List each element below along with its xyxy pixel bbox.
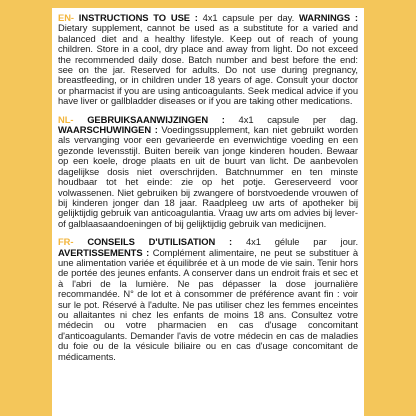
instructions-text-nl: 4x1 capsule per dag. [224, 113, 358, 125]
instructions-heading-nl: GEBRUIKSAANWIJZINGEN : [87, 113, 225, 125]
section-english [58, 13, 358, 107]
warnings-heading-nl: WAARSCHUWINGEN : [58, 124, 158, 136]
instructions-text-fr: 4x1 gélule par jour. [232, 236, 359, 248]
language-tag-fr: FR- [58, 236, 74, 248]
language-tag-en: EN- [58, 12, 74, 23]
instructions-heading-en: INSTRUCTIONS TO USE : [78, 12, 198, 23]
warnings-heading-fr: AVERTISSEMENTS : [58, 246, 150, 258]
instructions-text-en: 4x1 capsule per day. [197, 12, 299, 23]
warnings-text-en: Dietary supplement, cannot be used as a substitute for a varied and balanced diet and a healthy lifestyle. Keep out of reach of young children. Store in a cool, dry place and away from light. Do not exceed the recommended daily dose. Batch number and best before the end: see on the jar. Reserved for adults. Do not use during pregnancy, breastfeeding, or in children under 18 years of age. Consult your doctor or pharmacist if you are using anticoagulants. Seek medical advice if you have liver or gallbladder diseases or if you are taking other medications. [58, 22, 358, 107]
supplement-label-card [52, 8, 364, 416]
language-tag-nl: NL- [58, 113, 74, 125]
section-french [58, 237, 358, 362]
warnings-text-nl: Voedingssupplement, kan niet gebruikt worden als vervanging voor een gevarieerde en evenwichtige voeding en een gezonde levensstijl. Buiten bereik van jonge kinderen houden. Bewaar op een koele, droge plaats en uit de buurt van licht. De aanbevolen dagelijkse dosis niet overschrijden. Batchnummer en ten minste houdbaar tot het einde: zie op het potje. Gereserveerd voor volwassenen. Niet gebruiken bij zwangere of borstvoedende vrouwen of bij kinderen jonger dan 18 jaar. Raadpleeg uw arts of apotheker bij gelijktijdig gebruik van anticoagulantia. Vraag uw arts om advies bij lever- of galblaasaandoeningen of bij gelijktijdig gebruik van medicijnen. [58, 124, 358, 229]
section-dutch [58, 115, 358, 229]
warnings-text-fr: Complément alimentaire, ne peut se substituer à une alimentation variée et équilibrée et à un mode de vie sain. Tenir hors de portée des jeunes enfants. A conserver dans un endroit frais et sec et à l'abri de la lumière. Ne pas dépasser la dose journalière recommandée. N° de lot et à consommer de préférence avant fin : voir sur le pot. Réservé à l'adulte. Ne pas utiliser chez les femmes enceintes ou allaitantes ni chez les enfants de moins 18 ans. Consultez votre médecin ou votre pharmacien en cas d'usage concomitant d'anticoagulants. Demander l'avis de votre médecin en cas de maladies du foie ou de la vésicule biliaire ou en cas d'usage concomitant de médicaments. [58, 246, 358, 362]
instructions-heading-fr: CONSEILS D'UTILISATION : [87, 236, 233, 248]
warnings-heading-en: WARNINGS : [298, 12, 358, 23]
